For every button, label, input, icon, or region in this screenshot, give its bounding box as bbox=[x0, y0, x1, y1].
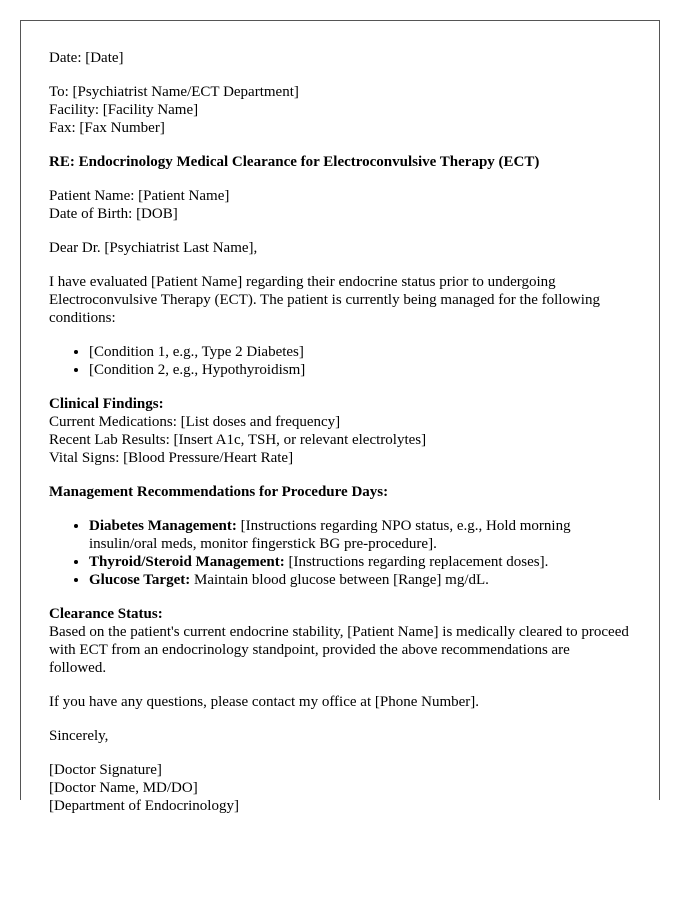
signature-block bbox=[49, 761, 629, 815]
clinical-findings-heading: Clinical Findings: bbox=[49, 396, 164, 412]
contact-paragraph: If you have any questions, please contact my office at [Phone Number]. bbox=[49, 694, 480, 710]
management-item-label: Glucose Target: bbox=[89, 572, 191, 588]
management-item-glucose bbox=[89, 571, 629, 589]
clearance-block bbox=[49, 605, 629, 677]
recipient-fax: Fax: [Fax Number] bbox=[49, 120, 165, 136]
management-heading: Management Recommendations for Procedure Days: bbox=[49, 484, 389, 500]
date-line: Date: [Date] bbox=[49, 50, 124, 66]
management-item-thyroid bbox=[89, 553, 629, 571]
salutation: Dear Dr. [Psychiatrist Last Name], bbox=[49, 240, 258, 256]
signature-line: [Doctor Signature] bbox=[49, 762, 162, 778]
letter-body bbox=[49, 49, 629, 831]
department-line: [Department of Endocrinology] bbox=[49, 798, 239, 814]
current-medications: Current Medications: [List doses and frequency] bbox=[49, 414, 341, 430]
clearance-heading: Clearance Status: bbox=[49, 606, 163, 622]
condition-item: • [Condition 1, e.g., Type 2 Diabetes] bbox=[89, 343, 629, 361]
management-item-text: [Instructions regarding NPO status, e.g., Hold morning insulin/oral meds, monitor fingerstick BG pre-procedure]. bbox=[89, 518, 571, 552]
management-item-text: [Instructions regarding replacement doses]. bbox=[284, 554, 549, 570]
patient-block bbox=[49, 187, 629, 223]
doctor-name-line: [Doctor Name, MD/DO] bbox=[49, 780, 198, 796]
patient-name: Patient Name: [Patient Name] bbox=[49, 188, 230, 204]
management-list bbox=[49, 517, 629, 589]
conditions-list bbox=[49, 343, 629, 379]
recipient-to: To: [Psychiatrist Name/ECT Department] bbox=[49, 84, 299, 100]
letter-page bbox=[20, 20, 660, 814]
recipient-block bbox=[49, 83, 629, 137]
management-item-label: Diabetes Management: bbox=[89, 518, 237, 534]
vital-signs: Vital Signs: [Blood Pressure/Heart Rate] bbox=[49, 450, 294, 466]
intro-paragraph: I have evaluated [Patient Name] regarding their endocrine status prior to undergoing Electroconvulsive Therapy (ECT). The patient is currently being managed for the following conditions: bbox=[49, 274, 600, 326]
clinical-findings-block bbox=[49, 395, 629, 467]
recipient-facility: Facility: [Facility Name] bbox=[49, 102, 199, 118]
management-item-text: Maintain blood glucose between [Range] mg/dL. bbox=[190, 572, 489, 588]
patient-dob: Date of Birth: [DOB] bbox=[49, 206, 178, 222]
closing: Sincerely, bbox=[49, 728, 109, 744]
condition-item: • [Condition 2, e.g., Hypothyroidism] bbox=[89, 361, 629, 379]
recent-lab-results: Recent Lab Results: [Insert A1c, TSH, or relevant electrolytes] bbox=[49, 432, 427, 448]
management-item-label: Thyroid/Steroid Management: bbox=[89, 554, 285, 570]
management-item-diabetes bbox=[89, 517, 629, 553]
clearance-text: Based on the patient's current endocrine stability, [Patient Name] is medically cleared to proceed with ECT from an endocrinology standpoint, provided the above recommendations are followed. bbox=[49, 624, 629, 676]
subject-line: RE: Endocrinology Medical Clearance for Electroconvulsive Therapy (ECT) bbox=[49, 154, 540, 170]
